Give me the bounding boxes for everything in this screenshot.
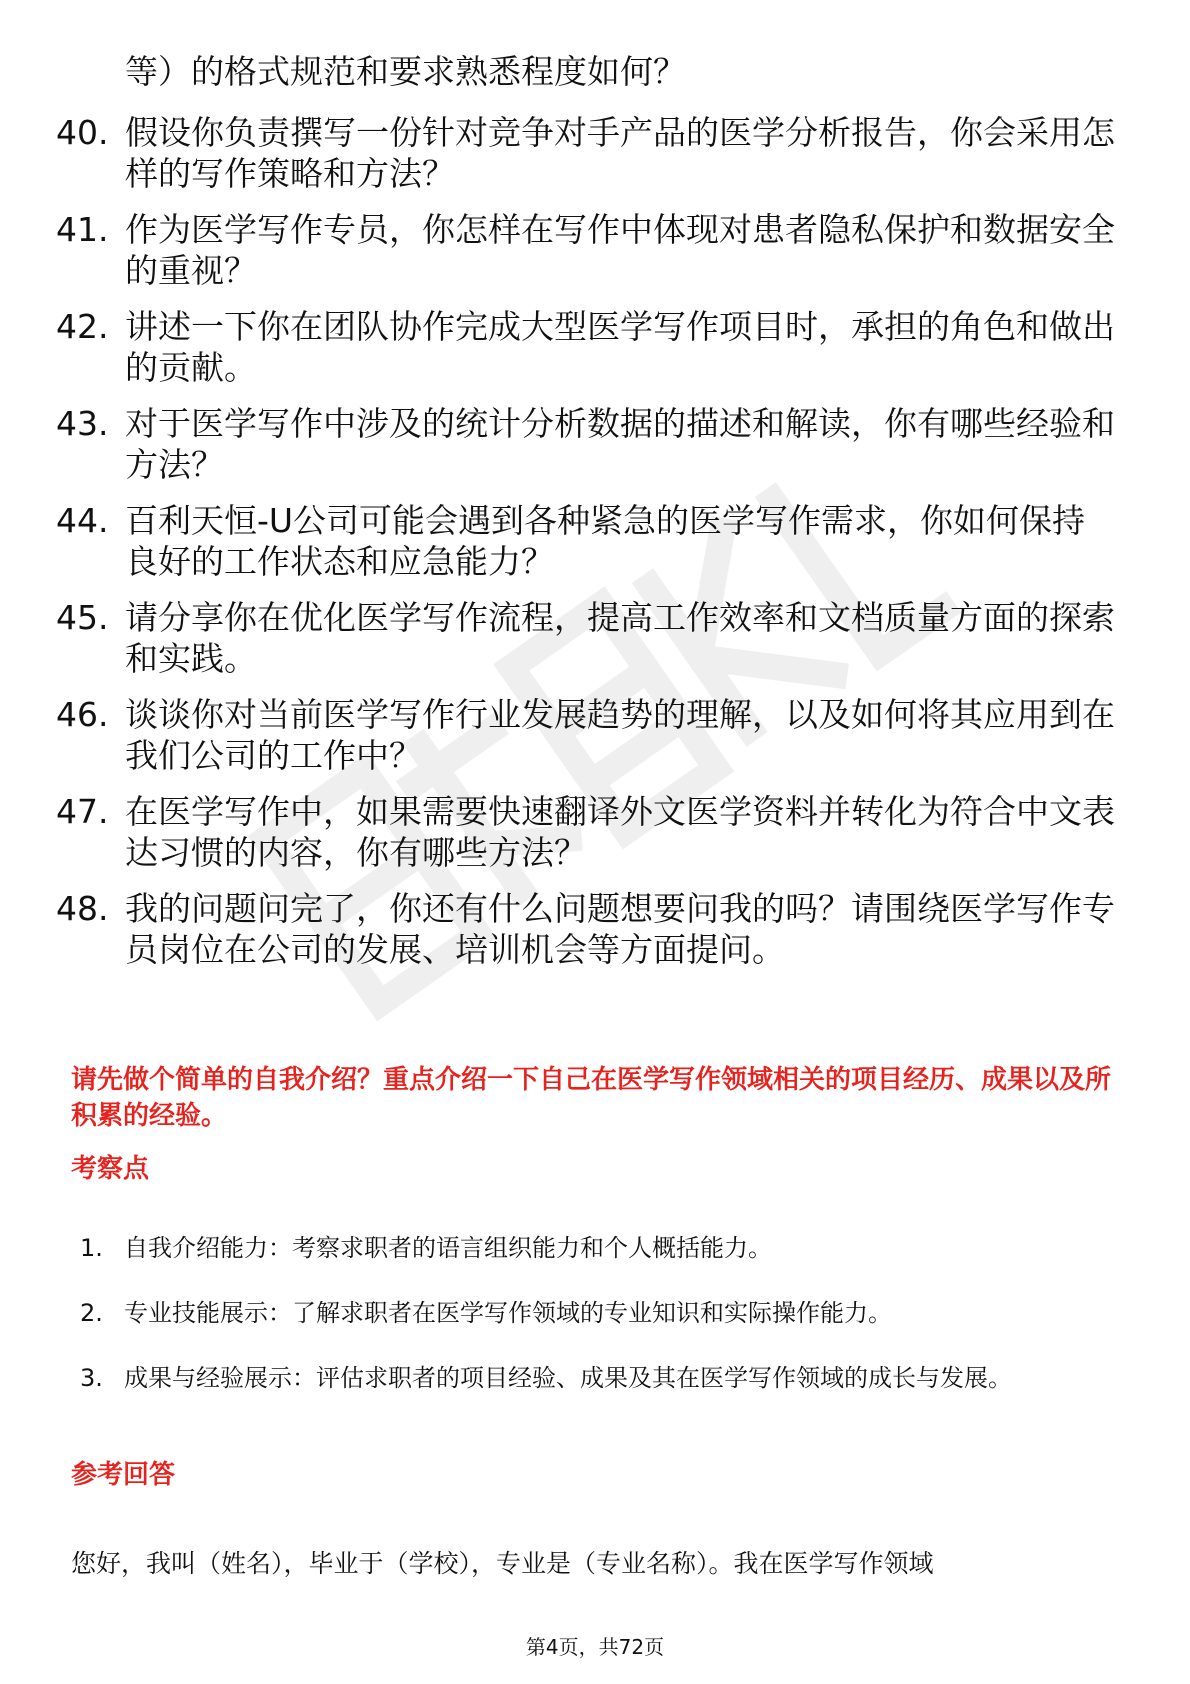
assessment-point-number: 1.	[80, 1234, 103, 1262]
assessment-point	[80, 1228, 1120, 1277]
question-item	[56, 694, 1116, 776]
question-item	[56, 791, 1116, 873]
assessment-point	[80, 1358, 1120, 1407]
question-number: 48.	[56, 889, 109, 928]
assessment-points-list	[80, 1228, 1120, 1423]
question-text: 在医学写作中，如果需要快速翻译外文医学资料并转化为符合中文表达习惯的内容，你有哪些方法？	[125, 792, 1115, 872]
assessment-point-number: 3.	[80, 1364, 103, 1392]
question-item	[56, 597, 1116, 679]
continuation-text: 等）的格式规范和要求熟悉程度如何？	[125, 52, 686, 91]
assessment-point-text: 自我介绍能力：考察求职者的语言组织能力和个人概括能力。	[124, 1234, 772, 1262]
question-text: 对于医学写作中涉及的统计分析数据的描述和解读，你有哪些经验和方法？	[125, 404, 1115, 484]
highlight-question: 请先做个简单的自我介绍？重点介绍一下自己在医学写作领域相关的项目经历、成果以及所积累的经验。	[71, 1065, 1112, 1131]
question-item	[56, 306, 1116, 388]
reference-answer-text: 您好，我叫（姓名），毕业于（学校），专业是（专业名称）。我在医学写作领域	[71, 1549, 934, 1578]
question-item	[56, 888, 1116, 970]
question-item	[56, 403, 1116, 485]
question-item	[56, 500, 1116, 582]
question-number: 40.	[56, 113, 109, 152]
question-number: 41.	[56, 210, 109, 249]
question-text: 我的问题问完了，你还有什么问题想要问我的吗？请围绕医学写作专员岗位在公司的发展、培训机会等方面提问。	[125, 889, 1115, 969]
question-item	[56, 209, 1116, 291]
reference-answer-title: 参考回答	[71, 1460, 176, 1490]
assessment-point-number: 2.	[80, 1299, 103, 1327]
question-number: 47.	[56, 792, 109, 831]
question-number: 43.	[56, 404, 109, 443]
question-list	[56, 112, 1116, 985]
question-text: 作为医学写作专员，你怎样在写作中体现对患者隐私保护和数据安全的重视？	[125, 210, 1115, 290]
question-number: 44.	[56, 501, 109, 540]
question-text: 百利天恒-U公司可能会遇到各种紧急的医学写作需求，你如何保持良好的工作状态和应急能力？	[125, 501, 1086, 581]
assessment-point-text: 成果与经验展示：评估求职者的项目经验、成果及其在医学写作领域的成长与发展。	[124, 1364, 1012, 1392]
question-number: 46.	[56, 695, 109, 734]
question-text: 谈谈你对当前医学写作行业发展趋势的理解，以及如何将其应用到在我们公司的工作中？	[125, 695, 1115, 775]
assessment-point	[80, 1293, 1120, 1342]
assessment-point-text: 专业技能展示：了解求职者在医学写作领域的专业知识和实际操作能力。	[124, 1299, 892, 1327]
question-number: 45.	[56, 598, 109, 637]
question-text: 假设你负责撰写一份针对竞争对手产品的医学分析报告，你会采用怎样的写作策略和方法？	[125, 113, 1115, 193]
question-item	[56, 112, 1116, 194]
assessment-title: 考察点	[71, 1154, 150, 1184]
question-number: 42.	[56, 307, 109, 346]
page-number: 第4页，共72页	[525, 1635, 665, 1659]
question-text: 讲述一下你在团队协作完成大型医学写作项目时，承担的角色和做出的贡献。	[125, 307, 1115, 387]
question-text: 请分享你在优化医学写作流程，提高工作效率和文档质量方面的探索和实践。	[125, 598, 1115, 678]
